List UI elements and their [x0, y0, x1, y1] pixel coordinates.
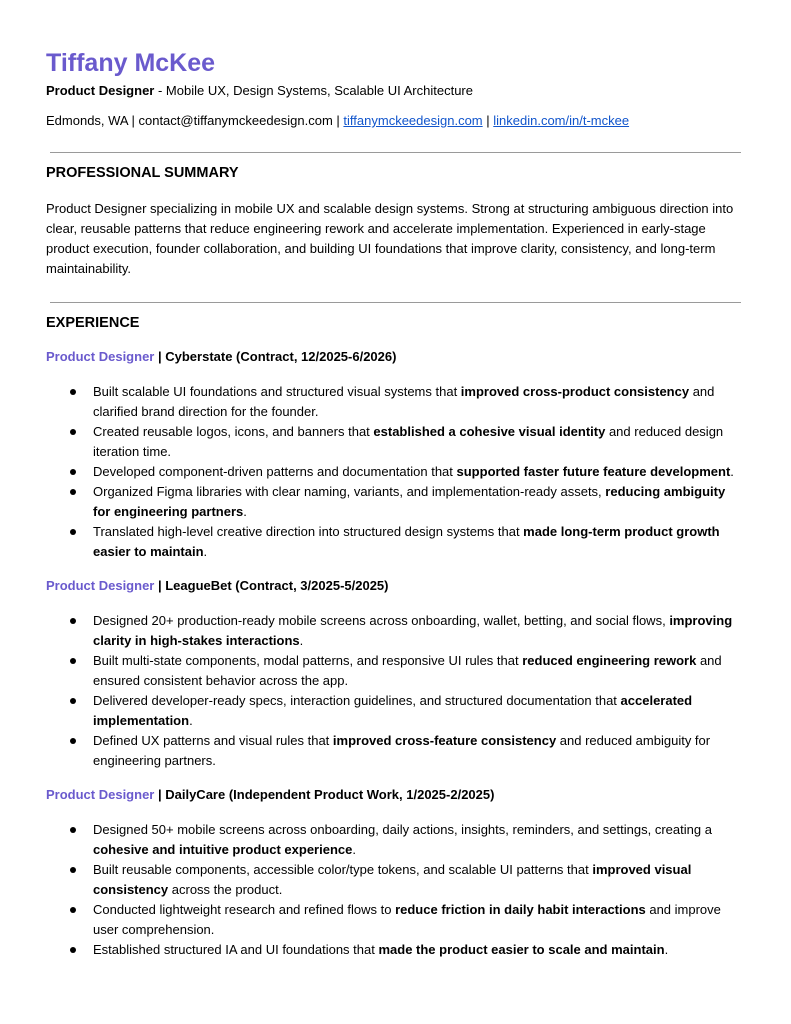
list-item — [46, 820, 746, 860]
job-company: LeagueBet (Contract, 3/2025-5/2025) — [165, 578, 389, 593]
bullet-highlight: cohesive and intuitive product experience — [93, 842, 353, 857]
bullet-text-end: and reduced ambiguity for engineering partners. — [93, 733, 711, 768]
headline — [46, 82, 746, 100]
job-role: Product Designer — [46, 349, 155, 364]
list-item — [46, 422, 746, 462]
job-separator: | — [154, 578, 166, 593]
bullet-icon — [70, 469, 76, 475]
bullet-highlight: improved visual consistency — [93, 862, 692, 897]
job-bullets — [46, 382, 746, 562]
linkedin-link[interactable]: linkedin.com/in/t-mckee — [493, 113, 630, 128]
job-company: Cyberstate (Contract, 12/2025-6/2026) — [165, 349, 397, 364]
bullet-icon — [70, 738, 76, 744]
contact-line — [46, 112, 746, 130]
list-item — [46, 900, 746, 940]
list-item — [46, 522, 746, 562]
experience-list — [46, 347, 746, 960]
bullet-text: Built multi-state components, modal patterns, and responsive UI rules that — [93, 653, 523, 668]
job-bullets — [46, 611, 746, 771]
list-item — [46, 462, 746, 482]
bullet-text-end: . — [664, 942, 669, 957]
bullet-icon — [70, 907, 76, 913]
bullet-text: Delivered developer-ready specs, interaction guidelines, and structured documentation that — [93, 693, 621, 708]
bullet-highlight: reduced engineering rework — [522, 653, 697, 668]
list-item — [46, 860, 746, 900]
bullet-text-end: across the product. — [168, 882, 283, 897]
job-header — [46, 785, 746, 805]
job-separator: | — [154, 787, 166, 802]
job-header — [46, 576, 746, 596]
bullet-text: Built reusable components, accessible color/type tokens, and scalable UI patterns that — [93, 862, 593, 877]
headline-role: Product Designer — [46, 83, 155, 98]
contact-separator: | — [482, 113, 494, 128]
bullet-text: Translated high-level creative direction into structured design systems that — [93, 524, 524, 539]
candidate-name: Tiffany McKee — [46, 49, 216, 77]
section-divider — [50, 152, 741, 153]
bullet-highlight: made long-term product growth easier to maintain — [93, 524, 720, 559]
job-role: Product Designer — [46, 787, 155, 802]
job-role: Product Designer — [46, 578, 155, 593]
bullet-text-end: and clarified brand direction for the founder. — [93, 384, 715, 419]
bullet-text-end: and improve user comprehension. — [93, 902, 721, 937]
job-bullets — [46, 820, 746, 960]
bullet-icon — [70, 429, 76, 435]
bullet-text-end: . — [730, 464, 734, 479]
bullet-icon — [70, 827, 76, 833]
bullet-text: Designed 50+ mobile screens across onboarding, daily actions, insights, reminders, and settings, creating a — [93, 822, 712, 837]
website-link[interactable]: tiffanymckeedesign.com — [343, 113, 483, 128]
bullet-text: Conducted lightweight research and refined flows to — [93, 902, 396, 917]
bullet-highlight: accelerated implementation — [93, 693, 693, 728]
headline-specialties: - Mobile UX, Design Systems, Scalable UI Architecture — [154, 83, 473, 98]
bullet-highlight: improving clarity in high-stakes interactions — [93, 613, 733, 648]
bullet-icon — [70, 947, 76, 953]
list-item — [46, 382, 746, 422]
list-item — [46, 940, 746, 960]
experience-heading: EXPERIENCE — [46, 315, 140, 331]
bullet-icon — [70, 867, 76, 873]
bullet-highlight: improved cross-product consistency — [460, 384, 690, 399]
bullet-text: Built scalable UI foundations and structured visual systems that — [93, 384, 461, 399]
bullet-text-end: and ensured consistent behavior across the app. — [93, 653, 722, 688]
bullet-icon — [70, 389, 76, 395]
bullet-highlight: established a cohesive visual identity — [373, 424, 606, 439]
bullet-icon — [70, 698, 76, 704]
bullet-text-end: . — [203, 544, 208, 559]
bullet-text: Designed 20+ production-ready mobile screens across onboarding, wallet, betting, and social flows, — [93, 613, 670, 628]
list-item — [46, 691, 746, 731]
job-separator: | — [154, 349, 166, 364]
bullet-text-end: . — [352, 842, 356, 857]
bullet-text: Created reusable logos, icons, and banners that — [93, 424, 374, 439]
section-divider — [50, 302, 741, 303]
bullet-highlight: supported faster future feature development — [456, 464, 731, 479]
bullet-icon — [70, 618, 76, 624]
list-item — [46, 731, 746, 771]
bullet-icon — [70, 658, 76, 664]
bullet-highlight: made the product easier to scale and maintain — [378, 942, 665, 957]
bullet-text-end: . — [299, 633, 304, 648]
bullet-text-end: . — [189, 713, 193, 728]
summary-heading: PROFESSIONAL SUMMARY — [46, 165, 239, 181]
bullet-text-end: and reduced design iteration time. — [93, 424, 724, 459]
bullet-text: Developed component-driven patterns and documentation that — [93, 464, 457, 479]
bullet-highlight: reduce friction in daily habit interactions — [395, 902, 646, 917]
list-item — [46, 482, 746, 522]
bullet-text: Established structured IA and UI foundations that — [93, 942, 379, 957]
bullet-text: Defined UX patterns and visual rules that — [93, 733, 333, 748]
job-company: DailyCare (Independent Product Work, 1/2025-2/2025) — [165, 787, 495, 802]
list-item — [46, 611, 746, 651]
bullet-text-end: . — [243, 504, 247, 519]
resume-page — [46, 48, 746, 960]
bullet-highlight: improved cross-feature consistency — [332, 733, 557, 748]
bullet-text: Organized Figma libraries with clear naming, variants, and implementation-ready assets, — [93, 484, 606, 499]
job-header — [46, 347, 746, 367]
bullet-icon — [70, 529, 76, 535]
bullet-icon — [70, 489, 76, 495]
list-item — [46, 651, 746, 691]
bullet-highlight: reducing ambiguity for engineering partners — [93, 484, 726, 519]
location-email: Edmonds, WA | contact@tiffanymckeedesign.com | — [46, 113, 344, 128]
summary-text: Product Designer specializing in mobile UX and scalable design systems. Strong at structuring ambiguous direction into clear, reusable patterns that reduce engineering rework and accelerate implementation. Experienced in early-stage product execution, founder collaboration, and building UI foundations that improve clarity, consistency, and long-term maintainability. — [46, 201, 734, 276]
